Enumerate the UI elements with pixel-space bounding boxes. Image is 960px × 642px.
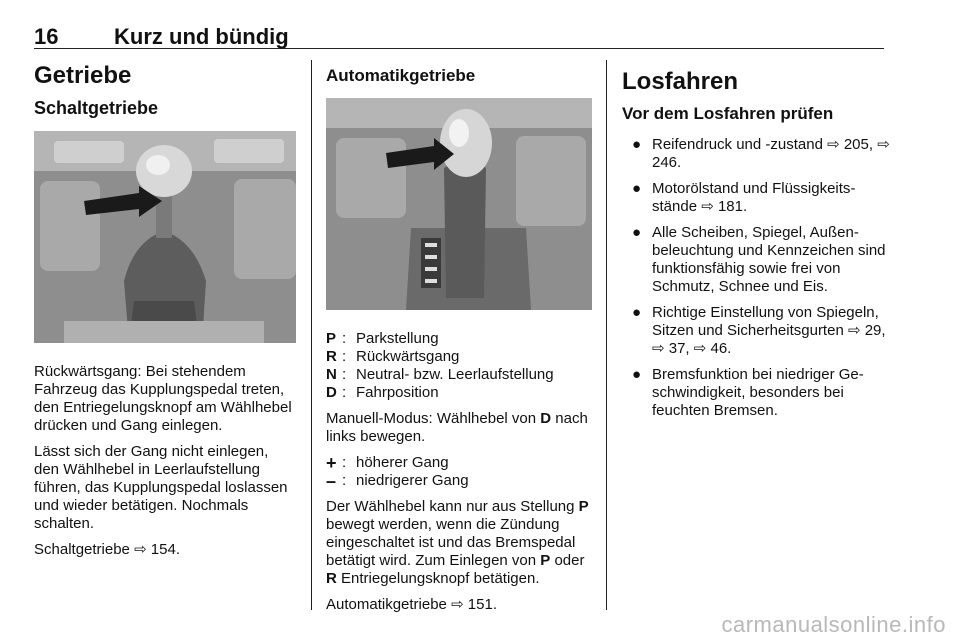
subheading-schaltgetriebe: Schaltgetriebe xyxy=(34,98,159,118)
paragraph-lever-release: Der Wählhebel kann nur aus Stellung P bewegt werden, wenn die Zündung eingeschaltet ist und das Bremspedal betätigt wird. Zum Einlegen von P oder R Entriegelungsknopf betätigen. xyxy=(326,498,589,587)
gear-position-list xyxy=(326,330,592,402)
bullet-icon: ● xyxy=(632,136,642,153)
list-item: ● Motorölstand und Flüssigkeitsstände ⇨ 181. xyxy=(632,180,856,215)
list-item: ● Reifendruck und -zustand ⇨ 205, ⇨ 246. xyxy=(632,136,890,171)
section-heading-losfahren: Losfahren xyxy=(622,68,739,95)
shift-direction-list xyxy=(326,454,592,490)
bullet-icon: ● xyxy=(632,304,642,321)
reference-automatikgetriebe: Automatikgetriebe ⇨ 151. xyxy=(326,596,497,613)
column-divider-2 xyxy=(606,60,607,610)
list-item: ● Bremsfunktion bei niedriger Geschwindigkeit, besonders bei feuchten Bremsen. xyxy=(632,366,864,419)
plus-icon: + xyxy=(326,453,337,473)
paragraph-manual-mode: Manuell-Modus: Wählhebel von D nach links bewegen. xyxy=(326,410,588,445)
list-item: + : höherer Gang xyxy=(326,453,449,473)
column-losfahren xyxy=(622,58,890,428)
list-item: N : Neutral- bzw. Leerlaufstellung xyxy=(326,366,554,383)
list-item: D : Fahrposition xyxy=(326,384,439,401)
list-item: ● Richtige Einstellung von Spiegeln, Sitzen und Sicherheitsgurten ⇨ 29, ⇨ 37, ⇨ 46. xyxy=(632,304,886,357)
heading-automatikgetriebe: Automatikgetriebe xyxy=(326,66,476,85)
page-title: Kurz und bündig xyxy=(114,24,289,49)
bullet-icon: ● xyxy=(632,180,642,197)
automatic-gear-lever-photo xyxy=(326,98,592,310)
column-manual-transmission xyxy=(34,58,296,567)
manual-gear-lever-photo xyxy=(34,131,296,343)
bullet-icon: ● xyxy=(632,224,642,241)
list-item: – : niedrigerer Gang xyxy=(326,471,469,491)
bullet-icon: ● xyxy=(632,366,642,383)
page-number: 16 xyxy=(34,24,59,49)
section-heading-getriebe: Getriebe xyxy=(34,62,132,89)
reference-schaltgetriebe: Schaltgetriebe ⇨ 154. xyxy=(34,541,180,558)
checklist xyxy=(622,136,890,420)
column-automatic-transmission xyxy=(326,58,592,622)
paragraph-gear-not-engaging: Lässt sich der Gang nicht einlegen, den Wählhebel in Leerlaufstellung führen, das Kupplungspedal loslassen und wieder betätigen. Nochmals schalten. xyxy=(34,443,288,532)
page-header xyxy=(34,8,884,49)
list-item: P : Parkstellung xyxy=(326,330,439,347)
column-divider-1 xyxy=(311,60,312,610)
list-item: ● Alle Scheiben, Spiegel, Außenbeleuchtung und Kennzeichen sind funktionsfähig sowie frei von Schmutz, Schnee und Eis. xyxy=(632,224,886,295)
paragraph-reverse-gear: Rückwärtsgang: Bei stehendem Fahrzeug das Kupplungspedal treten, den Entriegelungsknopf am Wählhebel drücken und Gang einlegen. xyxy=(34,363,292,434)
list-item: R : Rückwärtsgang xyxy=(326,348,460,365)
watermark: carmanualsonline.info xyxy=(721,612,946,637)
subheading-vor-dem-losfahren: Vor dem Losfahren prüfen xyxy=(622,104,834,123)
minus-icon: – xyxy=(326,471,337,491)
